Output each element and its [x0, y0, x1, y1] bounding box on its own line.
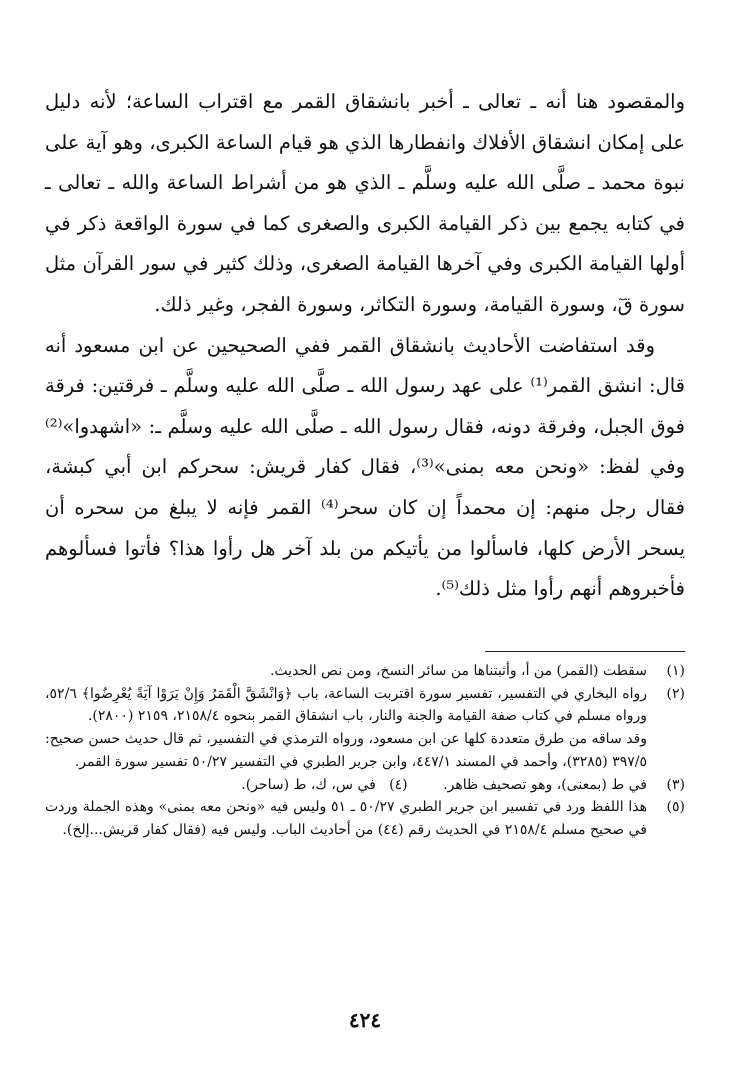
- footnote-separator: [485, 651, 685, 652]
- footnote-text: سقطت (القمر) من أ، وأثبتناها من سائر النسخ، ومن نص الحديث.: [269, 663, 647, 679]
- footnote-3-4: [45, 774, 685, 797]
- footnote-2-continuation: وقد ساقه من طرق متعددة كلها عن ابن مسعود، ورواه الترمذي في التفسير، ثم قال حديث حسن صحيح: ٣٩٧/٥ (٣٢٨٥)، وأحمد في المسند ٤٤٧/١، وابن جرير الطبري في التفسير ٥٠/٢٧ تفسير سورة القمر.: [45, 731, 647, 770]
- footnote-number: (٥): [666, 799, 685, 816]
- footnote-text: هذا اللفظ ورد في تفسير ابن جرير الطبري ٥٠/٢٧ ـ ٥١ وليس فيه «ونحن معه بمنى» وهذه الجملة وردت في صحيح مسلم ٢١٥٨/٤ في الحديث رقم (٤٤) من أحاديث الباب. وليس فيه (فقال كفار قريش...إلخ).: [45, 799, 647, 838]
- footnote-text: رواه البخاري في التفسير، تفسير سورة اقتربت الساعة، باب ﴿وَانْشَقَّ الْقَمَرُ وَإِنْ يَرَوْا آيَةً يُعْرِضُوا﴾ ٥٢/٦، ورواه مسلم في كتاب صفة القيامة والجنة والنار، باب انشقاق القمر بنحوه ٢١٥٨/٤، ٢١٥٩ (٢٨٠٠).: [45, 685, 647, 725]
- main-text: [45, 82, 685, 610]
- footnote-number: (٢): [666, 685, 685, 702]
- footnote-number: (٣): [666, 776, 685, 793]
- paragraph-1: والمقصود هنا أنه ـ تعالى ـ أخبر بانشقاق القمر مع اقتراب الساعة؛ لأنه دليل على إمكان انشقاق الأفلاك وانفطارها الذي هو قيام الساعة الكبرى، وهو آية على نبوة محمد ـ صلَّى الله عليه وسلَّم ـ الذي هو من أشراط الساعة والله ـ تعالى ـ في كتابه يجمع بين ذكر القيامة الكبرى والصغرى كما في سورة الواقعة ذكر في أولها القيامة الكبرى وفي آخرها القيامة الصغرى، وذلك كثير في سور القرآن مثل سورة قٓ، وسورة القيامة، وسورة التكاثر، وسورة الفجر، وغير ذلك.: [45, 90, 685, 316]
- footnotes: [45, 660, 685, 842]
- footnote-2: [45, 683, 685, 728]
- footnote-number: (١): [666, 663, 685, 679]
- paragraph-2: وقد استفاضت الأحاديث بانشقاق القمر ففي الصحيحين عن ابن مسعود أنه قال: انشق القمر⁽¹⁾ على عهد رسول الله ـ صلَّى الله عليه وسلَّم ـ فرقتين: فرقة فوق الجبل، وفرقة دونه، فقال رسول الله ـ صلَّى الله عليه وسلَّم ـ: «اشهدوا»⁽²⁾ وفي لفظ: «ونحن معه بمنى»⁽³⁾، فقال كفار قريش: سحركم ابن أبي كبشة، فقال رجل منهم: إن محمداً إن كان سحر⁽⁴⁾ القمر فإنه لا يبلغ من سحره أن يسحر الأرض كلها، فاسألوا من يأتيكم من بلد آخر هل رأوا هذا؟ فأتوا فسألوهم فأخبروهم أنهم رأوا مثل ذلك⁽⁵⁾.: [45, 333, 686, 601]
- page-number: ٤٢٤: [348, 1008, 382, 1032]
- footnote-1: [45, 660, 685, 683]
- footnote-text: في ط (بمعنى)، وهو تصحيف ظاهر. (٤) في س، ك، ط (ساحر).: [241, 776, 647, 793]
- footnote-5: [45, 796, 685, 841]
